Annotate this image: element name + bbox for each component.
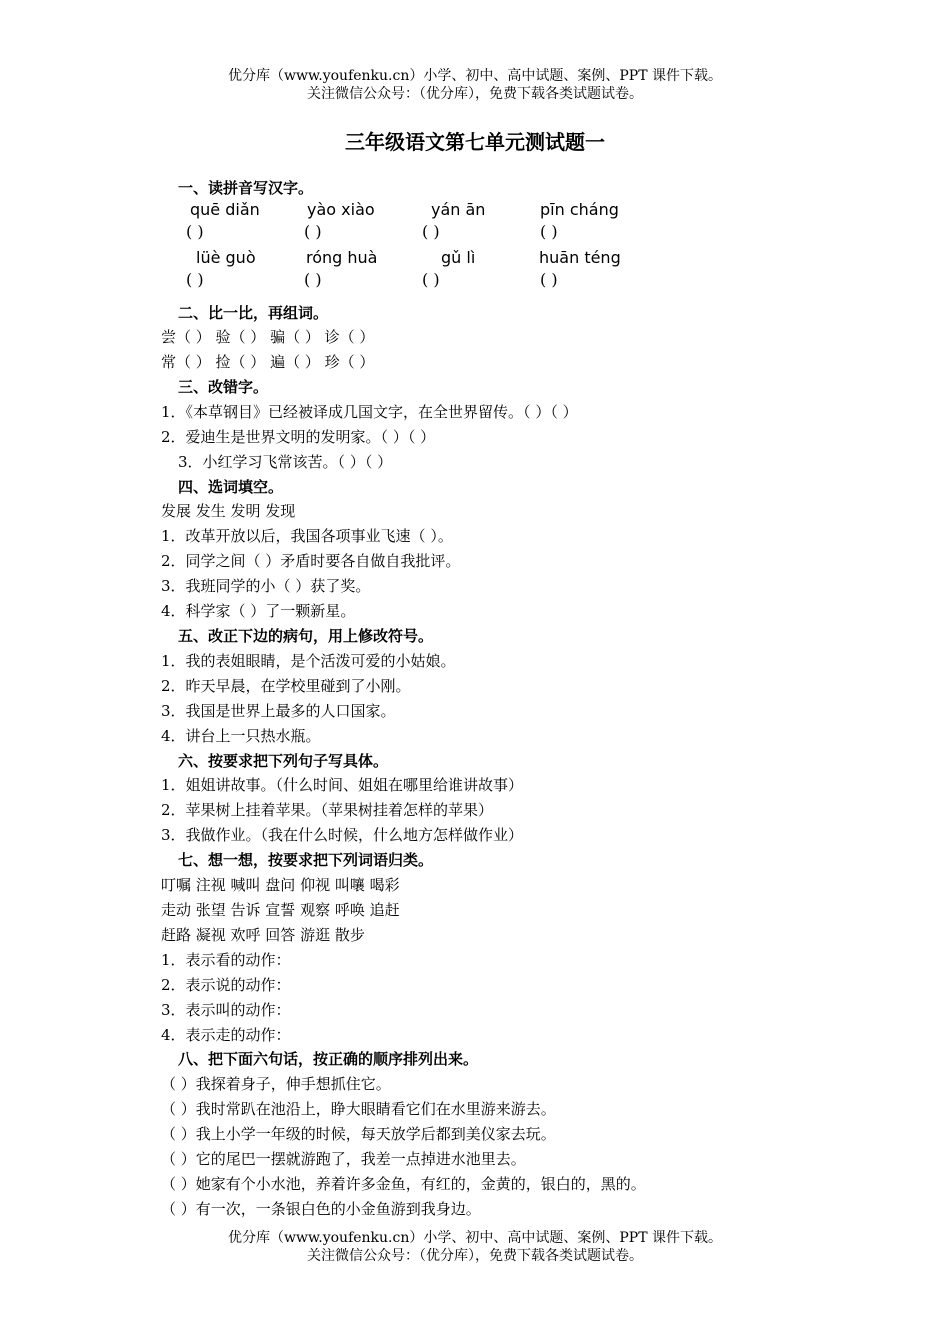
footer-line-2: 关注微信公众号：（优分库），免费下载各类试题试卷。 [307, 1248, 643, 1264]
header-line-2: 关注微信公众号：（优分库），免费下载各类试题试卷。 [307, 86, 643, 102]
question-line: 2．爱迪生是世界文明的发明家。（ ）（ ） [161, 428, 436, 446]
section-2-heading: 二、比一比，再组词。 [178, 304, 329, 322]
question-line: 3．我班同学的小（ ）获了奖。 [161, 577, 371, 595]
section-8-heading: 八、把下面六句话，按正确的顺序排列出来。 [178, 1050, 479, 1068]
order-line: （ ）她家有个小水池，养着许多金鱼，有红的，金黄的，银白的，黑的。 [161, 1175, 646, 1193]
word-row: 叮嘱 注视 喊叫 盘问 仰视 叫嚷 喝彩 [161, 876, 400, 894]
question-line: 1．我的表姐眼睛，是个活泼可爱的小姑娘。 [161, 652, 456, 670]
word-row: 赶路 凝视 欢呼 回答 游逛 散步 [161, 926, 365, 944]
section-3-heading: 三、改错字。 [178, 378, 269, 396]
pinyin-4: pīn cháng [540, 200, 619, 219]
pinyin-7: gǔ lì [441, 248, 476, 267]
answer-blank: ( ) [186, 222, 204, 241]
page-title: 三年级语文第七单元测试题一 [345, 130, 605, 154]
question-line: 2．同学之间（ ）矛盾时要各自做自我批评。 [161, 552, 461, 570]
footer-line-1: 优分库（www.youfenku.cn）小学、初中、高中试题、案例、PPT 课件下载。 [227, 1230, 722, 1246]
section-7-heading: 七、想一想，按要求把下列词语归类。 [178, 851, 434, 869]
question-line: 2．表示说的动作： [161, 976, 291, 994]
order-line: （ ）我上小学一年级的时候，每天放学后都到美仪家去玩。 [161, 1125, 556, 1143]
answer-blank: ( ) [304, 222, 322, 241]
question-line: 1．姐姐讲故事。（什么时间、姐姐在哪里给谁讲故事） [161, 776, 524, 794]
section-6-heading: 六、按要求把下列句子写具体。 [178, 752, 389, 770]
section-4-heading: 四、选词填空。 [178, 478, 284, 496]
header-line-1: 优分库（www.youfenku.cn）小学、初中、高中试题、案例、PPT 课件下载。 [227, 68, 722, 84]
section-5-heading: 五、改正下边的病句，用上修改符号。 [178, 627, 434, 645]
word-row: 走动 张望 告诉 宣誓 观察 呼唤 追赶 [161, 901, 400, 919]
pinyin-6: róng huà [306, 248, 378, 267]
question-line: 3．我国是世界上最多的人口国家。 [161, 702, 396, 720]
word-choices: 发展 发生 发明 发现 [161, 502, 296, 520]
pinyin-3: yán ān [431, 200, 486, 219]
question-line: 4．讲台上一只热水瓶。 [161, 727, 321, 745]
pinyin-1: quē diǎn [190, 200, 260, 219]
order-line: （ ）我时常趴在池沿上，睁大眼睛看它们在水里游来游去。 [161, 1100, 556, 1118]
order-line: （ ）有一次，一条银白色的小金鱼游到我身边。 [161, 1200, 481, 1218]
compare-line-2: 常（ ） 捡（ ） 遍（ ） 珍（ ） [161, 353, 375, 371]
pinyin-2: yào xiào [307, 200, 375, 219]
answer-blank: ( ) [540, 222, 558, 241]
order-line: （ ）我探着身子，伸手想抓住它。 [161, 1075, 391, 1093]
answer-blank: ( ) [540, 270, 558, 289]
question-line: 4．科学家（ ）了一颗新星。 [161, 602, 356, 620]
question-line: 3．表示叫的动作： [161, 1001, 291, 1019]
question-line: 2．昨天早晨，在学校里碰到了小刚。 [161, 677, 411, 695]
pinyin-5: lüè guò [196, 248, 256, 267]
question-line: 3．我做作业。（我在什么时候，什么地方怎样做作业） [161, 826, 524, 844]
section-1-heading: 一、读拼音写汉字。 [178, 179, 314, 197]
question-line: 4．表示走的动作： [161, 1026, 291, 1044]
question-line: 2．苹果树上挂着苹果。（苹果树挂着怎样的苹果） [161, 801, 494, 819]
question-line: 1．改革开放以后，我国各项事业飞速（ ）。 [161, 527, 453, 545]
answer-blank: ( ) [186, 270, 204, 289]
pinyin-8: huān téng [539, 248, 621, 267]
question-line: 1．《本草钢目》已经被译成几国文字，在全世界留传。（ ）（ ） [161, 403, 578, 421]
answer-blank: ( ) [422, 270, 440, 289]
compare-line-1: 尝（ ） 验（ ） 骗（ ） 诊（ ） [161, 328, 375, 346]
question-line: 3．小红学习飞常该苦。（ ）（ ） [178, 453, 393, 471]
answer-blank: ( ) [304, 270, 322, 289]
answer-blank: ( ) [422, 222, 440, 241]
question-line: 1．表示看的动作： [161, 951, 291, 969]
order-line: （ ）它的尾巴一摆就游跑了，我差一点掉进水池里去。 [161, 1150, 526, 1168]
